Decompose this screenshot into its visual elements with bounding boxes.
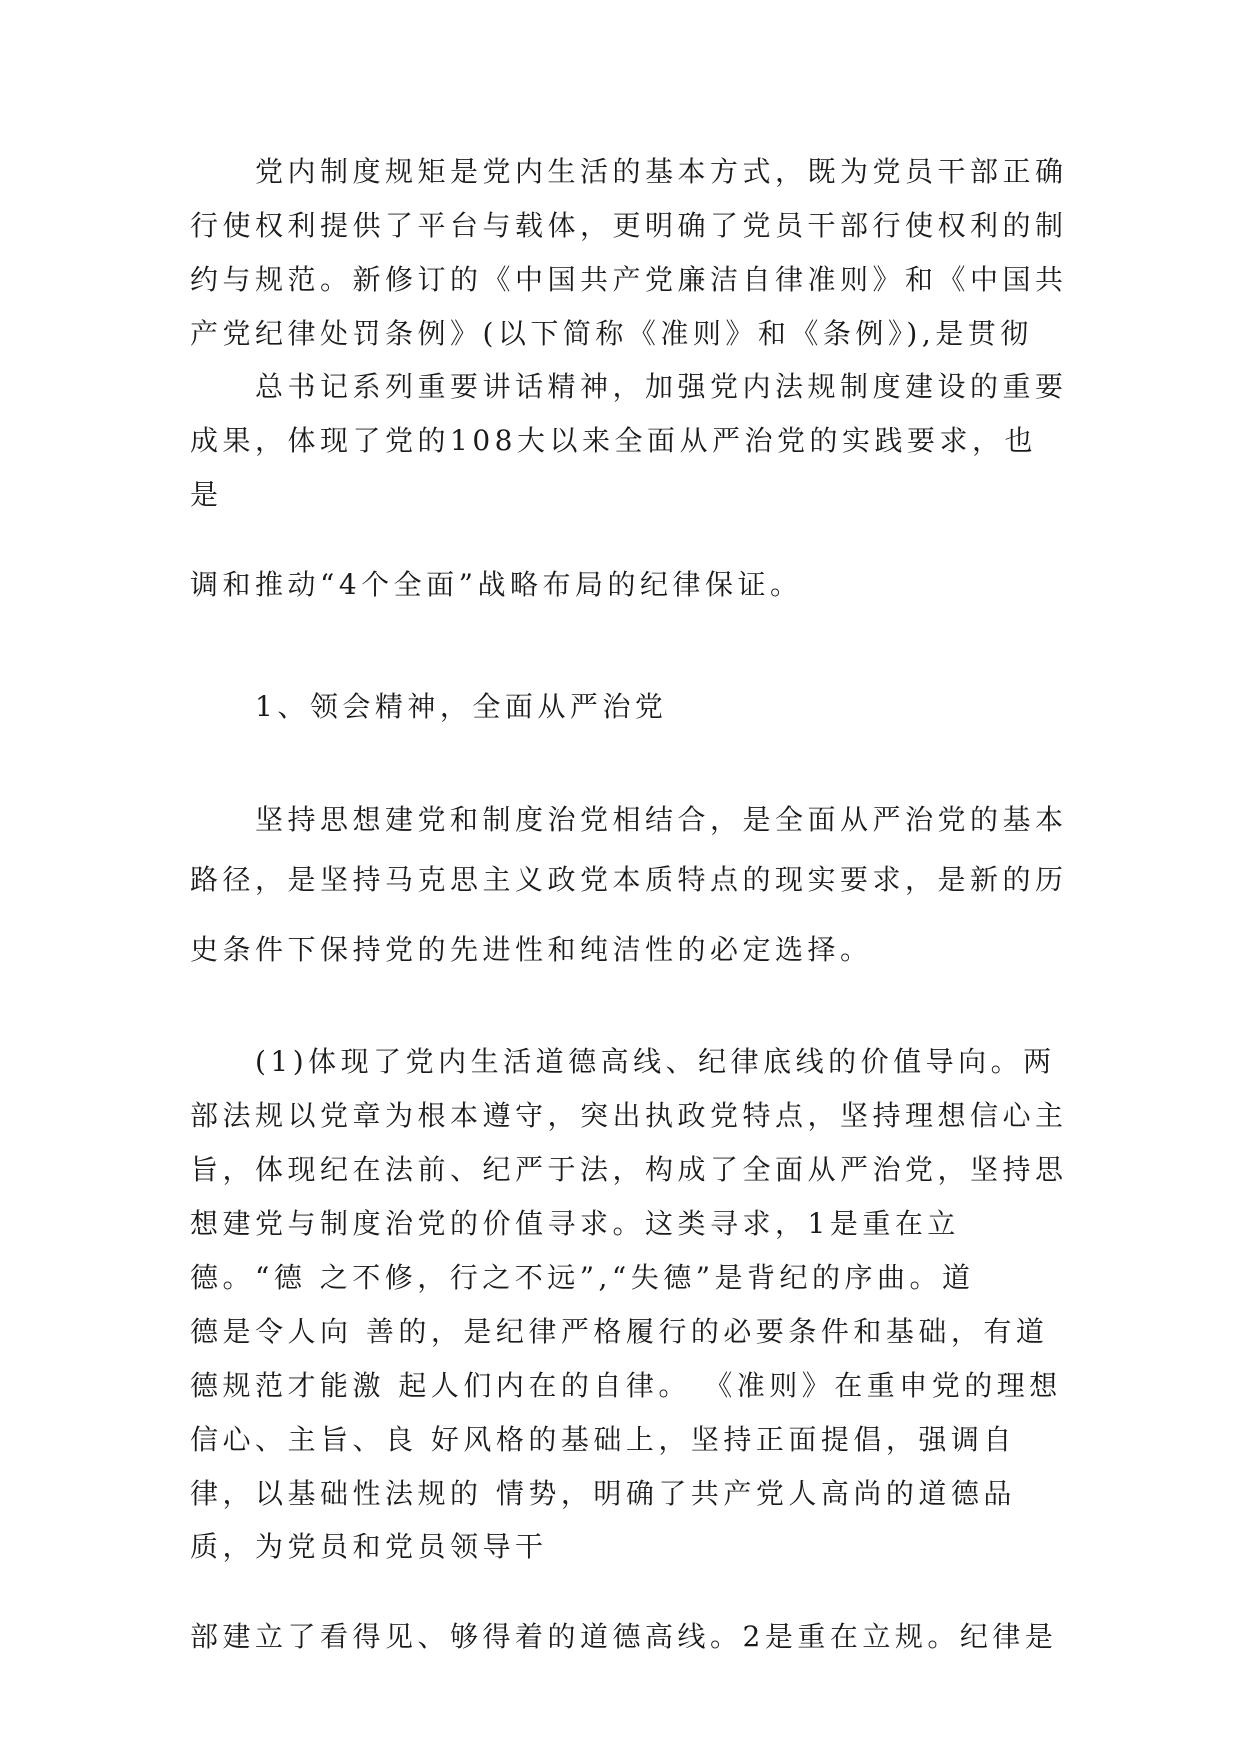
paragraph-line: 信心、主旨、良 好风格的基础上，坚持正面提倡，强调自 [190, 1423, 1016, 1456]
paragraph-line: 律，以基础性法规的 情势，明确了共产党人高尚的道德品 [190, 1477, 1016, 1510]
paragraph-line: 成果，体现了党的108大以来全面从严治党的实践要求，也 [190, 424, 1037, 457]
paragraph-line: 德。“德 之不修，行之不远”,“失德”是背纪的序曲。道 [190, 1261, 975, 1294]
section-heading: 1、领会精神，全面从严治党 [255, 690, 668, 723]
paragraph-line: 想建党与制度治党的价值寻求。这类寻求，1是重在立 [190, 1207, 960, 1240]
paragraph-line: 党内制度规矩是党内生活的基本方式，既为党员干部正确 [255, 155, 1068, 188]
paragraph-line: 是 [190, 478, 223, 511]
paragraph-line: 调和推动“4个全面”战略布局的纪律保证。 [190, 568, 803, 601]
paragraph-line: 路径，是坚持马克思主义政党本质特点的现实要求，是新的历 [190, 863, 1068, 896]
paragraph-line: 德规范才能激 起人们内在的自律。 《准则》在重申党的理想 [190, 1369, 1062, 1402]
paragraph-line: 部法规以党章为根本遵守，突出执政党特点，坚持理想信心主 [190, 1099, 1068, 1132]
paragraph-line: (1)体现了党内生活道德高线、纪律底线的价值导向。两 [255, 1045, 1056, 1078]
paragraph-line: 坚持思想建党和制度治党相结合，是全面从严治党的基本 [255, 803, 1068, 836]
paragraph-line: 行使权利提供了平台与载体，更明确了党员干部行使权利的制 [190, 209, 1068, 242]
paragraph-line: 约与规范。新修订的《中国共产党廉洁自律准则》和《中国共 [190, 263, 1068, 296]
paragraph-line: 部建立了看得见、够得着的道德高线。2是重在立规。纪律是 [190, 1620, 1058, 1653]
paragraph-line: 总书记系列重要讲话精神，加强党内法规制度建设的重要 [255, 370, 1068, 403]
paragraph-line: 产党纪律处罚条例》(以下简称《准则》和《条例》),是贯彻 [190, 317, 1033, 350]
paragraph-line: 史条件下保持党的先进性和纯洁性的必定选择。 [190, 933, 873, 966]
paragraph-line: 质，为党员和党员领导干 [190, 1530, 548, 1563]
paragraph-line: 旨，体现纪在法前、纪严于法，构成了全面从严治党，坚持思 [190, 1153, 1068, 1186]
paragraph-line: 德是令人向 善的，是纪律严格履行的必要条件和基础，有道 [190, 1315, 1049, 1348]
